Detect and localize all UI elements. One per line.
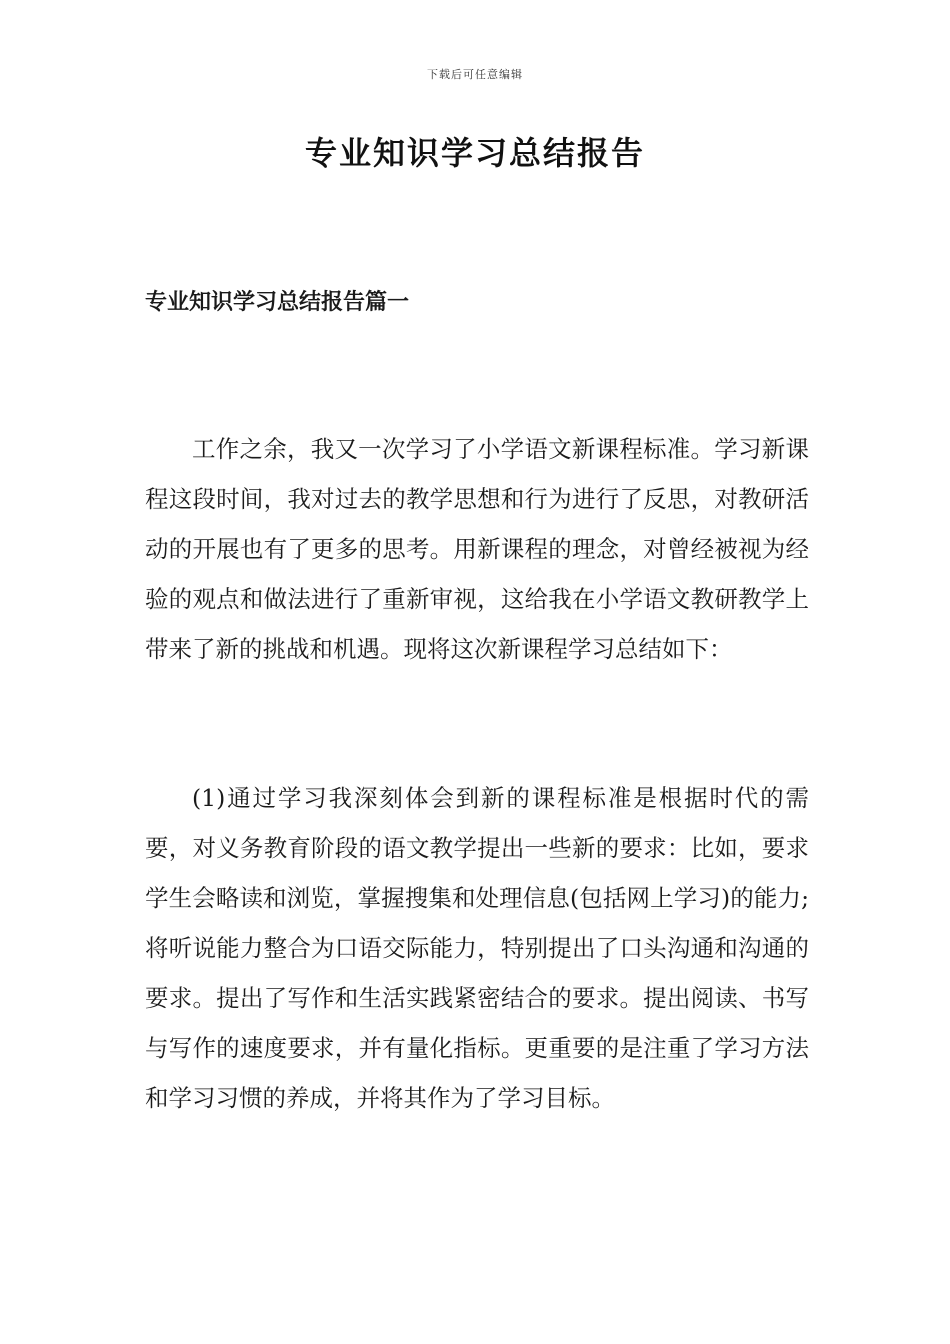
body-paragraph-2: (1)通过学习我深刻体会到新的课程标准是根据时代的需要，对义务教育阶段的语文教学提出一些新的要求：比如，要求学生会略读和浏览，掌握搜集和处理信息(包括网上学习)的能力;将听说能力整合为口语交际能力，特别提出了口头沟通和沟通的要求。提出了写作和生活实践紧密结合的要求。提出阅读、书写与写作的速度要求，并有量化指标。更重要的是注重了学习方法和学习习惯的养成，并将其作为了学习目标。 (145, 784, 809, 1112)
document-title: 专业知识学习总结报告 (304, 134, 645, 172)
body-paragraph-1: 工作之余，我又一次学习了小学语文新课程标准。学习新课程这段时间，我对过去的教学思想和行为进行了反思，对教研活动的开展也有了更多的思考。用新课程的理念，对曾经被视为经验的观点和做法进行了重新审视，这给我在小学语文教研教学上带来了新的挑战和机遇。现将这次新课程学习总结如下： (145, 435, 809, 663)
section-heading: 专业知识学习总结报告篇一 (145, 289, 410, 315)
header-note: 下载后可任意编辑 (427, 68, 523, 81)
